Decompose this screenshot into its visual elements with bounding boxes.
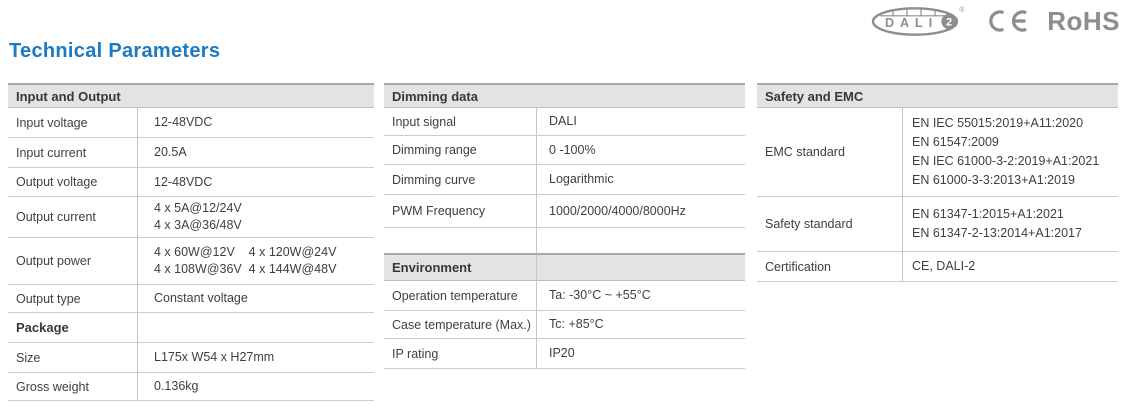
table-row [8,197,374,238]
row-label: Output type [8,285,138,312]
row-label: Size [8,343,138,372]
registered-mark: ® [959,7,965,14]
row-label: Dimming curve [384,165,537,194]
row-label: Package [8,313,138,342]
table-input-output [8,83,374,401]
row-value: Constant voltage [154,291,248,305]
row-label: PWM Frequency [384,195,537,227]
row-label: Certification [757,252,903,281]
page-title: Technical Parameters [9,40,221,62]
value-line: EN 61347-2-13:2014+A1:2017 [912,226,1082,240]
value-line: EN 61547:2009 [912,135,999,149]
table-row [384,136,745,165]
row-label: Input current [8,138,138,167]
row-label: Case temperature (Max.) [384,311,537,338]
row-label: Input signal [384,108,537,135]
section-header-environment [384,253,745,281]
value-line: EN IEC 61000-3-2:2019+A1:2021 [912,154,1100,168]
table-row-package [8,313,374,343]
row-value [903,108,1118,196]
section-header-safety: Safety and EMC [757,83,1118,108]
row-label: Output voltage [8,168,138,196]
row-value: DALI [549,114,577,128]
table-dimming-environment [384,83,745,369]
value-line: EN IEC 55015:2019+A11:2020 [912,116,1084,130]
table-row [384,339,745,369]
row-value: Logarithmic [549,172,614,186]
row-value: Ta: -30°C ~ +55°C [549,288,651,302]
row-value: 0.136kg [154,379,199,393]
row-value: IP20 [549,346,575,360]
row-value: 20.5A [154,145,187,159]
section-header-dimming: Dimming data [384,83,745,108]
table-row [8,238,374,285]
row-value: Tc: +85°C [549,317,604,331]
value-line: EN 61000-3-3:2013+A1:2019 [912,173,1075,187]
table-safety-emc [757,83,1118,282]
table-row [8,373,374,401]
certification-logos [871,5,1120,37]
row-label: EMC standard [757,108,903,196]
value-line: 4 x 3A@36/48V [154,218,242,232]
table-row [384,165,745,195]
table-row [384,108,745,136]
dali2-logo-icon [871,5,967,37]
value-line: EN 61347-1:2015+A1:2021 [912,207,1064,221]
dali-logo-badge: 2 [946,16,953,29]
value-line: 4 x 5A@12/24V [154,201,242,215]
table-row [8,138,374,168]
row-value: 1000/2000/4000/8000Hz [549,203,686,218]
table-row [757,252,1118,282]
row-label: Output power [8,238,138,284]
row-value: L175x W54 x H27mm [154,350,275,364]
section-header-input-output: Input and Output [8,83,374,108]
row-value [138,197,374,237]
row-label: Input voltage [8,108,138,137]
row-value: CE, DALI-2 [912,259,976,273]
value-line: 4 x 108W@36V 4 x 144W@48V [154,262,337,276]
table-row [8,285,374,313]
table-gap-row [384,228,745,253]
rohs-logo: RoHS [1047,6,1120,36]
table-row [757,197,1118,252]
gap-cell [384,228,537,253]
dali-logo-text: DALI [885,16,939,30]
row-label: Safety standard [757,197,903,251]
table-row [384,281,745,311]
row-value [138,238,374,284]
row-label: Gross weight [8,373,138,400]
gap-cell [537,228,745,253]
section-header-spacer [537,255,745,280]
section-header-label: Environment [384,255,537,280]
table-row [384,195,745,228]
row-value: 0 -100% [549,142,596,157]
ce-mark-icon [985,7,1029,35]
table-row [757,108,1118,197]
row-value [903,197,1118,251]
table-row [8,108,374,138]
table-row [8,168,374,197]
row-label: IP rating [384,339,537,368]
table-row [384,311,745,339]
row-value [138,313,374,342]
row-label: Operation temperature [384,281,537,310]
row-value: 12-48VDC [154,174,213,189]
row-value: 12-48VDC [154,115,213,129]
row-label: Output current [8,197,138,237]
row-label: Dimming range [384,136,537,164]
table-row [8,343,374,373]
value-line: 4 x 60W@12V 4 x 120W@24V [154,245,337,259]
